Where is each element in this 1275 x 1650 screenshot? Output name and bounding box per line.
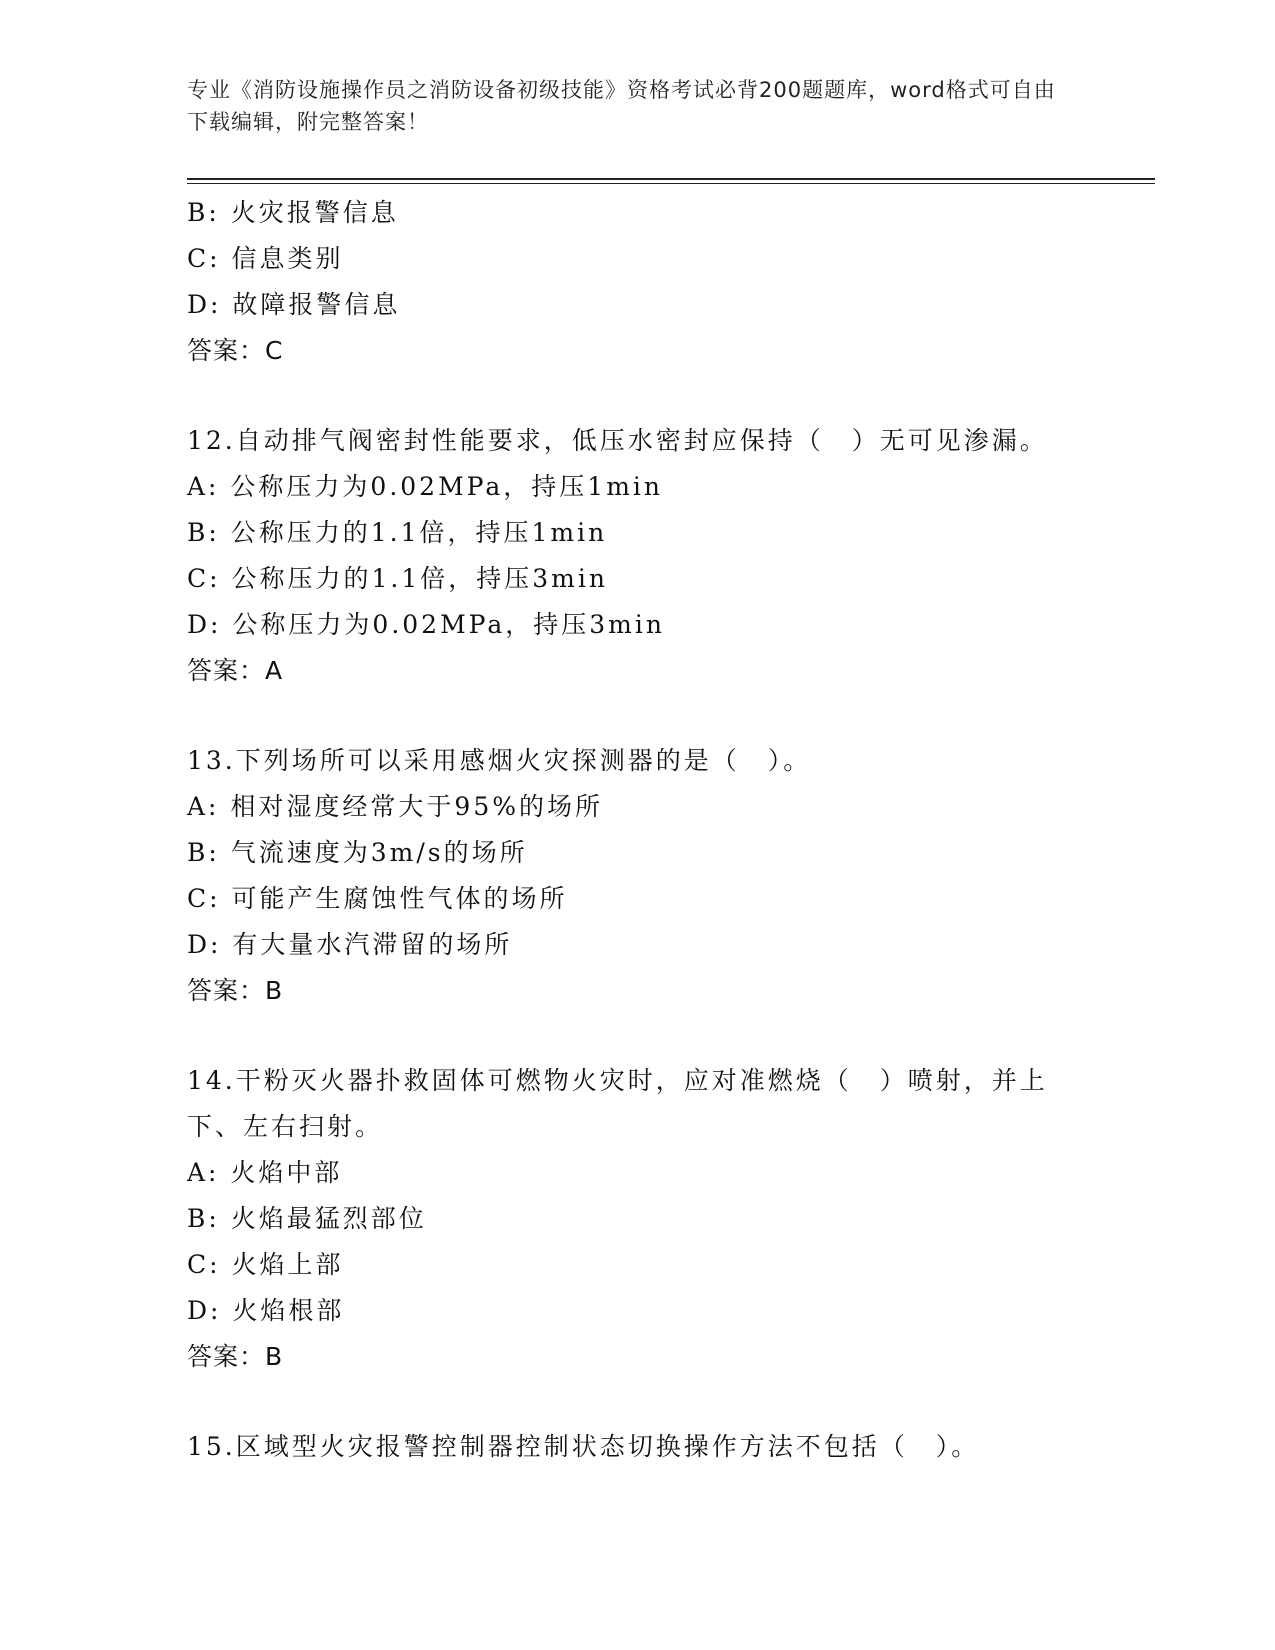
option-b: B: 火焰最猛烈部位 xyxy=(187,1204,427,1233)
question-12 xyxy=(187,418,1087,694)
answer: 答案：C xyxy=(187,336,284,365)
question-stem: 14.干粉灭火器扑救固体可燃物火灾时，应对准燃烧（ ）喷射，并上下、左右扫射。 xyxy=(187,1066,1048,1141)
question-stem: 15.区域型火灾报警控制器控制状态切换操作方法不包括（ ）。 xyxy=(187,1432,980,1461)
option-c: C: 火焰上部 xyxy=(187,1250,344,1279)
question-15 xyxy=(187,1424,1087,1470)
question-13 xyxy=(187,738,1087,1014)
option-d: D: 火焰根部 xyxy=(187,1296,345,1325)
previous-question-tail xyxy=(187,190,1087,374)
question-stem: 12.自动排气阀密封性能要求，低压水密封应保持（ ）无可见渗漏。 xyxy=(187,426,1048,455)
answer: 答案：B xyxy=(187,1342,284,1371)
option-a: A: 火焰中部 xyxy=(187,1158,343,1187)
option-b: B: 气流速度为3m/s的场所 xyxy=(187,838,528,867)
option-b: B: 火灾报警信息 xyxy=(187,198,399,227)
option-c: C: 可能产生腐蚀性气体的场所 xyxy=(187,884,568,913)
document-header: 专业《消防设施操作员之消防设备初级技能》资格考试必背200题题库，word格式可自由下载编辑，附完整答案！ xyxy=(187,78,1056,134)
option-a: A: 相对湿度经常大于95%的场所 xyxy=(187,792,603,821)
option-c: C: 信息类别 xyxy=(187,244,344,273)
answer: 答案：A xyxy=(187,656,284,685)
question-list xyxy=(187,190,1087,1470)
answer: 答案：B xyxy=(187,976,284,1005)
option-d: D: 故障报警信息 xyxy=(187,290,401,319)
question-stem: 13.下列场所可以采用感烟火灾探测器的是（ ）。 xyxy=(187,746,812,775)
option-d: D: 有大量水汽滞留的场所 xyxy=(187,930,513,959)
option-d: D: 公称压力为0.02MPa，持压3min xyxy=(187,610,665,639)
option-b: B: 公称压力的1.1倍，持压1min xyxy=(187,518,608,547)
option-a: A: 公称压力为0.02MPa，持压1min xyxy=(187,472,663,501)
header-divider xyxy=(187,178,1155,184)
question-14 xyxy=(187,1058,1087,1380)
option-c: C: 公称压力的1.1倍，持压3min xyxy=(187,564,608,593)
